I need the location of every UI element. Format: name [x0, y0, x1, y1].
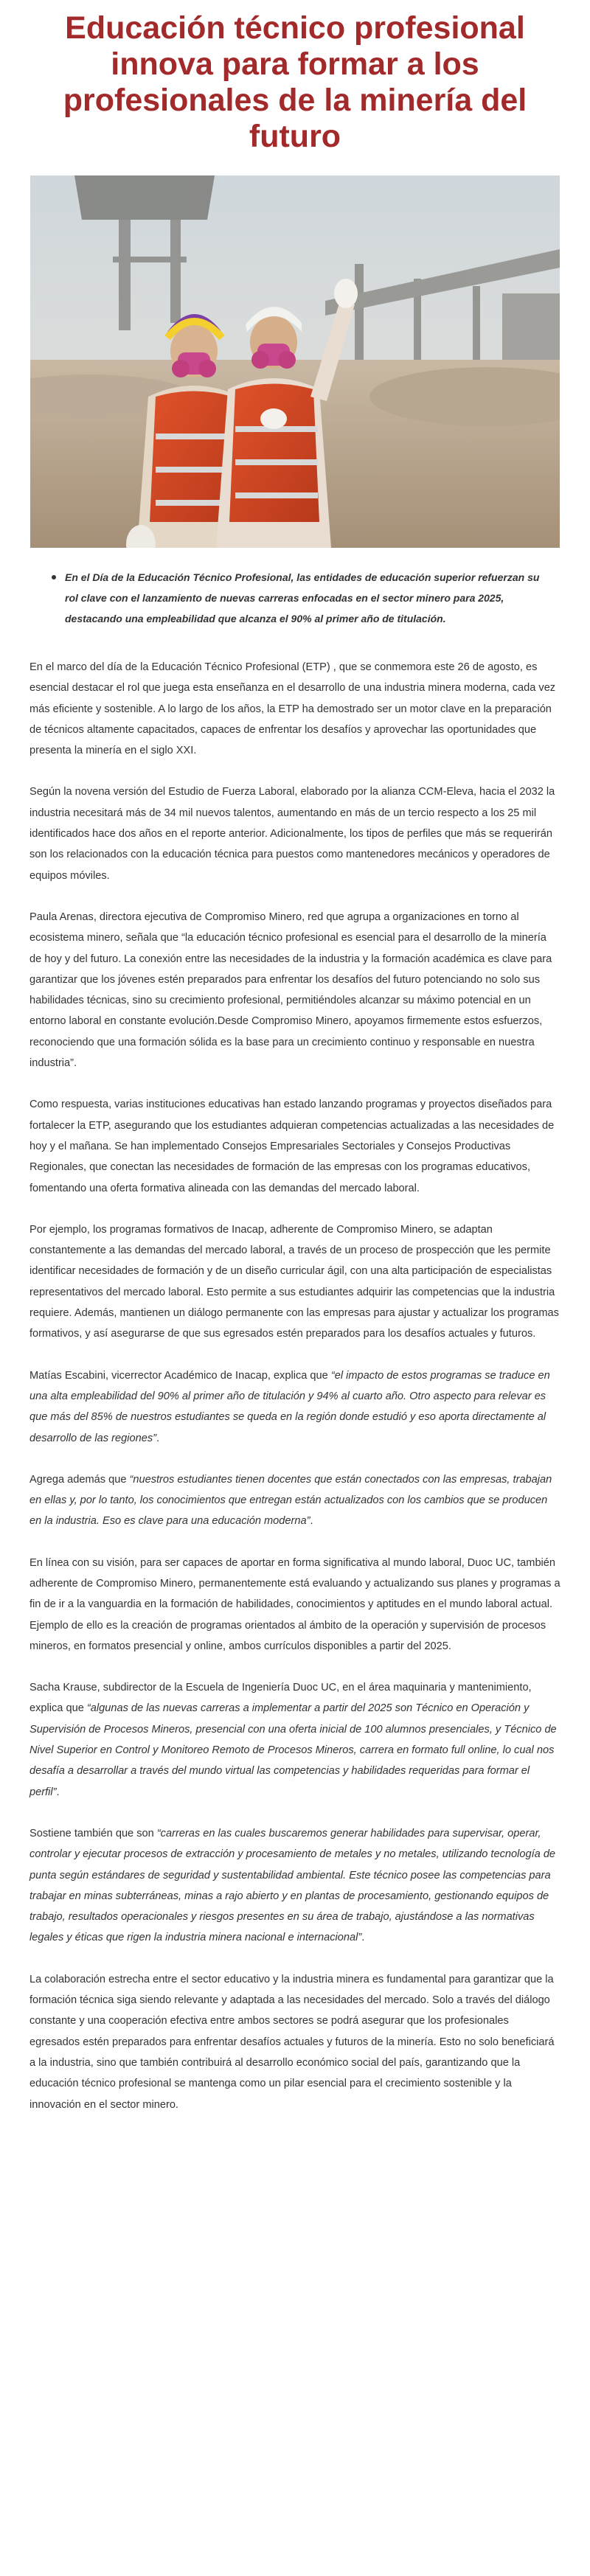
- paragraph-lead: Sacha Krause, subdirector de la Escuela de Ingeniería Duoc UC, en el área maquinaria y mantenimiento, explica que: [30, 1682, 532, 1715]
- quote-text: “carreras en las cuales buscaremos generar habilidades para supervisar, operar, controlar y ejecutar procesos de extracción y procesamiento de metales y no metales, utilizando tecnología de punta según estándares de seguridad y sustentabilidad ambiental. Este técnico posee las competencias para trabajar en minas subterráneas, minas a rajo abierto y en plantas de procesamiento, gestionando equipos de trabajo, resultados operacionales y riesgos presentes en su área de trabajo, ajustándose a las normativas legales y éticas que rigen la industria minera nacional e internacional”: [30, 1827, 556, 1944]
- quote-text: “nuestros estudiantes tienen docentes que están conectados con las empresas, trabajan en ellas y, por lo tanto, los conocimientos que entregan están actualizados con los cambios que se producen en la industria. Eso es clave para una educación moderna”: [30, 1473, 552, 1528]
- paragraph-quote: [30, 1469, 560, 1532]
- paragraph-tail: .: [156, 1432, 160, 1444]
- paragraph-quote: [30, 1677, 560, 1803]
- bullet-icon: [52, 575, 56, 579]
- paragraph-tail: .: [56, 1786, 60, 1798]
- paragraph-quote: [30, 1823, 560, 1949]
- summary-highlight: [43, 567, 553, 629]
- paragraph: Por ejemplo, los programas formativos de Inacap, adherente de Compromiso Minero, se adaptan constantemente a las demandas del mercado laboral, a través de un proceso de prospección que les permite identificar necesidades de formación y de un diseño curricular ágil, con una alta participación de especialistas representativos del mercado laboral. Esto permite a sus estudiantes adquirir las competencias que la industria requiere. Además, mantienen un diálogo permanente con las empresas para ajustar y actualizar los programas formativos, y así asegurarse de que sus egresados estén preparados para los desafíos actuales y futuros.: [30, 1223, 559, 1340]
- paragraph-lead: Matías Escabini, vicerrector Académico de Inacap, explica que: [30, 1369, 331, 1382]
- paragraph: La colaboración estrecha entre el sector educativo y la industria minera es fundamental para garantizar que la formación técnica siga siendo relevante y adaptada a las necesidades del mercado. Solo a través del diálogo constante y una cooperación efectiva entre ambos sectores se podrá asegurar que los profesionales egresados estén preparados para enfrentar desafíos actuales y futuros de la minería. Esto no solo beneficiará a la industria, sino que también contribuirá al desarrollo económico social del país, garantizando que la educación técnico profesional se mantenga como un pilar esencial para el crecimiento sostenible y la innovación en el sector minero.: [30, 1973, 555, 2111]
- paragraph: En el marco del día de la Educación Técnico Profesional (ETP) , que se conmemora este 26 de agosto, es esencial destacar el rol que juega esta enseñanza en el desarrollo de una industria minera moderna, cada vez más eficiente y sostenible. A lo largo de los años, la ETP ha demostrado ser un motor clave en la preparación de técnicos altamente capacitados, capaces de enfrentar los desafíos y aprovechar las oportunidades que presenta la minería en el siglo XXI.: [30, 661, 556, 757]
- paragraph: Según la novena versión del Estudio de Fuerza Laboral, elaborado por la alianza CCM-Eleva, hacia el 2032 la industria necesitará más de 34 mil nuevos talentos, aumentando en más de un tercio respecto a los 25 mil identificados hace dos años en el reporte anterior. Adicionalmente, los tipos de perfiles que más se requerirán son los relacionados con la educación técnica para puestos como mantenedores mecánicos y operadores de equipos móviles.: [30, 786, 555, 882]
- hero-photo: [30, 175, 560, 548]
- paragraph-lead: Sostiene también que son: [30, 1827, 157, 1839]
- paragraph-tail: .: [361, 1932, 365, 1944]
- paragraph: Paula Arenas, directora ejecutiva de Compromiso Minero, red que agrupa a organizaciones en torno al ecosistema minero, señala que “la educación técnico profesional es esencial para el desarrollo de la minería de hoy y del futuro. La conexión entre las necesidades de la industria y la formación académica es clave para garantizar que los jóvenes estén preparados para enfrentar los desafíos del futuro potenciando no solo sus habilidades técnicas, sino su crecimiento profesional, permitiéndoles alcanzar su máximo potencial en un entorno laboral en constante evolución.Desde Compromiso Minero, apoyamos firmemente estos esfuerzos, reconociendo que una formación sólida es la base para un crecimiento continuo y responsable en nuestra industria”.: [30, 911, 552, 1070]
- summary-text: En el Día de la Educación Técnico Profesional, las entidades de educación superior refuerzan su rol clave con el lanzamiento de nuevas carreras enfocadas en el sector minero para 2025, destacando una empleabilidad que alcanza el 90% al primer año de titulación.: [65, 571, 540, 624]
- article-body: [30, 657, 560, 2115]
- paragraph-lead: Agrega además que: [30, 1473, 130, 1486]
- article-title: Educación técnico profesional innova para formar a los profesionales de la minería del futuro: [63, 10, 527, 154]
- paragraph-quote: [30, 1365, 560, 1449]
- paragraph: En línea con su visión, para ser capaces de aportar en forma significativa al mundo laboral, Duoc UC, también adherente de Compromiso Minero, permanentemente está evaluando y actualizando sus planes y programas a fin de ir a la vanguardia en la formación de habilidades, conocimientos y aptitudes en el mundo laboral actual. Ejemplo de ello es la creación de programas orientados al ámbito de la operación y supervisión de procesos mineros, en formatos presencial y online, ambos currículos disponibles a partir del 2025.: [30, 1556, 560, 1652]
- quote-text: “el impacto de estos programas se traduce en una alta empleabilidad del 90% al primer año de titulación y 94% al cuarto año. Otro aspecto para relevar es que más del 85% de nuestros estudiantes se queda en la región donde estudió y eso aporta directamente al desarrollo de las regiones”: [30, 1369, 550, 1444]
- paragraph: Como respuesta, varias instituciones educativas han estado lanzando programas y proyectos diseñados para fortalecer la ETP, asegurando que los estudiantes adquieran competencias actualizadas a las necesidades de hoy y el mañana. Se han implementado Consejos Empresariales Sectoriales y Consejos Productivas Regionales, que conectan las necesidades de formación de las empresas con los programas educativos, fomentando una oferta formativa alineada con las demandas del mercado laboral.: [30, 1099, 555, 1194]
- paragraph-tail: .: [310, 1515, 313, 1528]
- quote-text: “algunas de las nuevas carreras a implementar a partir del 2025 son Técnico en Operación y Supervisión de Procesos Mineros, presencial con una oferta inicial de 100 alumnos presenciales, y Técnico de Nivel Superior en Control y Monitoreo Remoto de Procesos Mineros, carrera en formato full online, lo cual nos desafía a desarrollar a través del mundo virtual las competencias y habilidades requeridas para formar el perfil”: [30, 1702, 557, 1798]
